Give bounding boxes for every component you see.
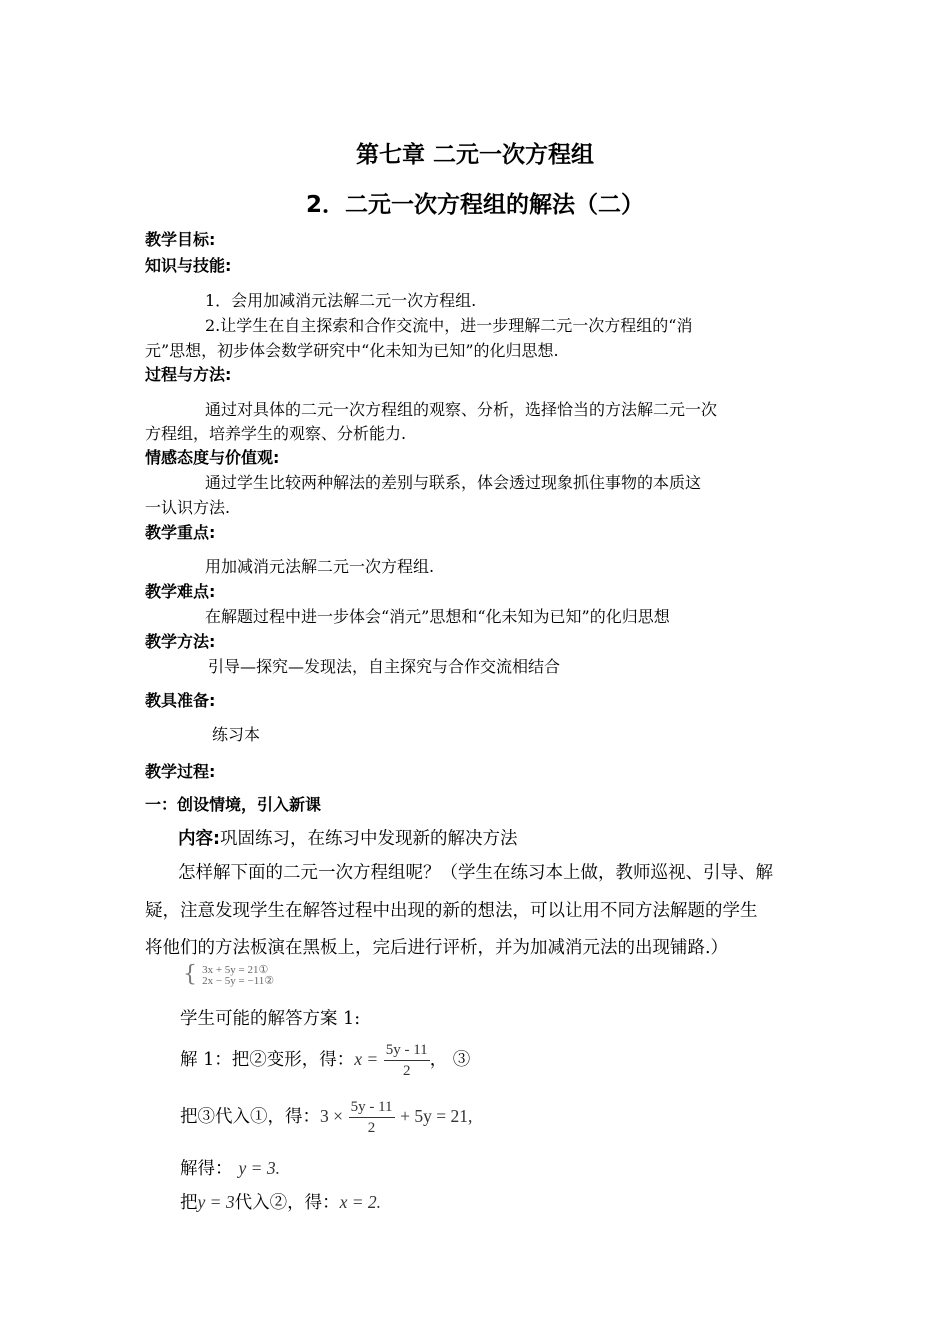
fraction-2-numerator: 5y - 11 [349, 1097, 395, 1118]
fraction-2-denominator: 2 [367, 1120, 376, 1136]
difficulty-heading: 教学难点: [145, 582, 216, 601]
equation-system [183, 962, 275, 987]
tools-text: 练习本 [212, 725, 261, 744]
method-text: 引导—探究—发现法，自主探究与合作交流相结合 [208, 657, 561, 676]
back-prefix: 把 [180, 1193, 198, 1213]
difficulty-text: 在解题过程中进一步体会“消元”思想和“化未知为已知”的化归思想 [205, 607, 670, 626]
question-line1: 怎样解下面的二元一次方程组呢？（学生在练习本上做，教师巡视、引导、解 [178, 863, 773, 883]
fraction-numerator: 5y - 11 [384, 1040, 430, 1061]
back-y-value: y = 3 [197, 1192, 235, 1212]
section1-heading: 一：创设情境，引入新课 [145, 795, 322, 814]
question-line3: 将他们的方法板演在黑板上，完后进行评析，并为加减消元法的出现铺路.） [145, 938, 729, 958]
process-heading: 过程与方法: [145, 365, 232, 384]
solution-1-prefix: 解 1：把②变形，得： [180, 1050, 355, 1070]
solve-value: y = 3. [238, 1158, 280, 1178]
fraction-denominator: 2 [402, 1063, 411, 1079]
content-line [178, 825, 518, 850]
content-label: 内容: [178, 829, 220, 849]
solve-prefix: 解得： [180, 1159, 233, 1179]
knowledge-item-2-line1: 2.让学生在自主探索和合作交流中，进一步理解二元一次方程组的“消 [205, 316, 693, 335]
attitude-line2: 一认识方法. [145, 498, 231, 517]
procedure-heading: 教学过程: [145, 762, 216, 781]
left-brace-icon: { [183, 962, 197, 987]
goals-heading: 教学目标: [145, 230, 216, 249]
question-line2: 疑，注意发现学生在解答过程中出现的新的想法，可以让用不同方法解题的学生 [145, 901, 758, 921]
page-title: 第七章 二元一次方程组 [355, 142, 594, 168]
key-heading: 教学重点: [145, 523, 216, 542]
substitution-prefix: 把③代入①，得： [180, 1107, 320, 1127]
solve-step [180, 1155, 280, 1180]
knowledge-item-2-line2: 元”思想，初步体会数学研究中“化未知为已知”的化归思想. [145, 341, 559, 360]
process-line2: 方程组，培养学生的观察、分析能力. [145, 424, 407, 443]
back-mid: 代入②，得： [234, 1193, 340, 1213]
attitude-heading: 情感态度与价值观: [145, 448, 280, 467]
system-equation-2: 2x − 5y = −11② [202, 975, 275, 987]
content-text: 巩固练习，在练习中发现新的解决方法 [220, 829, 518, 849]
knowledge-heading: 知识与技能: [145, 256, 232, 275]
substitution-tail: + 5y = 21, [400, 1106, 473, 1126]
solution-1-lhs: x = [354, 1049, 379, 1069]
method-heading: 教学方法: [145, 632, 216, 651]
substitution-lead: 3 × [320, 1106, 343, 1126]
process-line1: 通过对具体的二元一次方程组的观察、分析，选择恰当的方法解二元一次 [205, 400, 718, 419]
tools-heading: 教具准备: [145, 691, 216, 710]
page-subtitle: 2．二元一次方程组的解法（二） [305, 192, 644, 218]
attitude-line1: 通过学生比较两种解法的差别与联系，体会透过现象抓住事物的本质这 [205, 473, 702, 492]
key-text: 用加减消元法解二元一次方程组. [205, 557, 435, 576]
back-substitution-step [180, 1189, 381, 1214]
solution-step-1 [180, 1040, 470, 1081]
plan-label: 学生可能的解答方案 1: [180, 1009, 361, 1029]
fraction [384, 1040, 430, 1081]
system-equation-1: 3x + 5y = 21① [202, 964, 269, 976]
knowledge-item-1: 1．会用加减消元法解二元一次方程组. [205, 291, 477, 310]
back-x-value: x = 2. [339, 1192, 382, 1212]
fraction-2 [349, 1097, 395, 1138]
solution-1-mark: ， ③ [429, 1050, 471, 1070]
substitution-step [180, 1097, 472, 1138]
